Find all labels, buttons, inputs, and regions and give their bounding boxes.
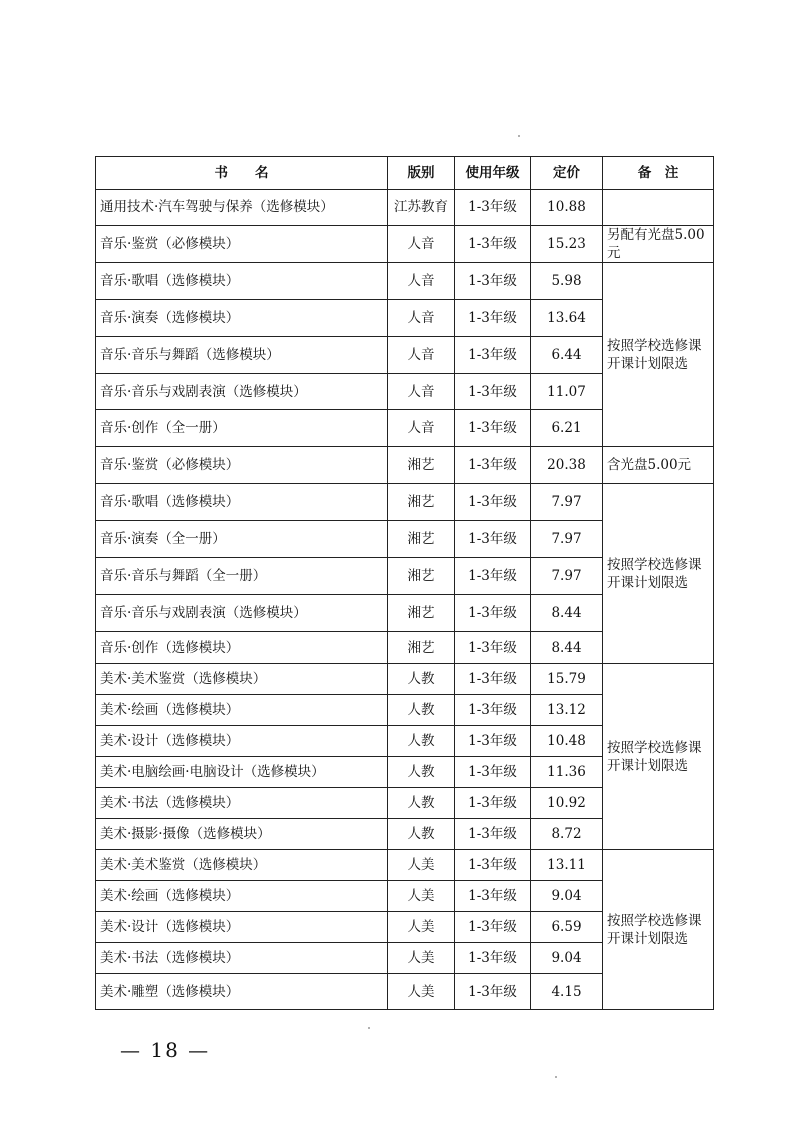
publisher-cell: 人教	[388, 788, 455, 819]
grade-cell: 1-3年级	[455, 226, 531, 263]
grade-cell: 1-3年级	[455, 912, 531, 943]
grade-cell: 1-3年级	[455, 788, 531, 819]
header-note: 备 注	[603, 157, 714, 190]
grade-cell: 1-3年级	[455, 521, 531, 558]
scan-speck	[555, 1076, 557, 1078]
table-row	[96, 850, 714, 881]
grade-cell: 1-3年级	[455, 337, 531, 374]
book-name-cell: 美术·书法（选修模块）	[96, 943, 388, 974]
publisher-cell: 湘艺	[388, 484, 455, 521]
book-name-cell: 美术·美术鉴赏（选修模块）	[96, 850, 388, 881]
table-row	[96, 664, 714, 695]
grade-cell: 1-3年级	[455, 943, 531, 974]
price-cell: 8.44	[531, 632, 603, 664]
grade-cell: 1-3年级	[455, 263, 531, 300]
publisher-cell: 人美	[388, 912, 455, 943]
book-name-cell: 美术·设计（选修模块）	[96, 912, 388, 943]
book-name-cell: 音乐·鉴赏（必修模块）	[96, 226, 388, 263]
table-row	[96, 263, 714, 300]
publisher-cell: 人教	[388, 819, 455, 850]
price-cell: 15.23	[531, 226, 603, 263]
publisher-cell: 湘艺	[388, 521, 455, 558]
grade-cell: 1-3年级	[455, 374, 531, 410]
table-header-row	[96, 157, 714, 190]
table-row	[96, 484, 714, 521]
publisher-cell: 湘艺	[388, 595, 455, 632]
price-cell: 8.72	[531, 819, 603, 850]
header-publisher: 版别	[388, 157, 455, 190]
publisher-cell: 人美	[388, 974, 455, 1010]
grade-cell: 1-3年级	[455, 850, 531, 881]
price-cell: 13.11	[531, 850, 603, 881]
publisher-cell: 人美	[388, 850, 455, 881]
grade-cell: 1-3年级	[455, 484, 531, 521]
grade-cell: 1-3年级	[455, 300, 531, 337]
note-cell: 按照学校选修课开课计划限选	[603, 263, 714, 447]
price-cell: 6.59	[531, 912, 603, 943]
grade-cell: 1-3年级	[455, 974, 531, 1010]
book-name-cell: 美术·雕塑（选修模块）	[96, 974, 388, 1010]
publisher-cell: 湘艺	[388, 632, 455, 664]
note-cell: 按照学校选修课开课计划限选	[603, 664, 714, 850]
price-cell: 6.21	[531, 410, 603, 447]
book-name-cell: 美术·设计（选修模块）	[96, 726, 388, 757]
price-cell: 9.04	[531, 943, 603, 974]
publisher-cell: 人音	[388, 300, 455, 337]
scan-speck	[368, 1027, 370, 1029]
price-cell: 10.48	[531, 726, 603, 757]
note-cell: 按照学校选修课开课计划限选	[603, 484, 714, 664]
price-cell: 4.15	[531, 974, 603, 1010]
publisher-cell: 人音	[388, 337, 455, 374]
publisher-cell: 人音	[388, 374, 455, 410]
grade-cell: 1-3年级	[455, 447, 531, 484]
note-cell: 按照学校选修课开课计划限选	[603, 850, 714, 1010]
table-row	[96, 190, 714, 226]
price-cell: 6.44	[531, 337, 603, 374]
header-book-name: 书 名	[96, 157, 388, 190]
price-cell: 7.97	[531, 558, 603, 595]
publisher-cell: 人美	[388, 943, 455, 974]
grade-cell: 1-3年级	[455, 819, 531, 850]
book-name-cell: 美术·美术鉴赏（选修模块）	[96, 664, 388, 695]
book-name-cell: 美术·绘画（选修模块）	[96, 881, 388, 912]
book-name-cell: 音乐·音乐与戏剧表演（选修模块）	[96, 374, 388, 410]
book-name-cell: 通用技术·汽车驾驶与保养（选修模块）	[96, 190, 388, 226]
book-name-cell: 美术·电脑绘画·电脑设计（选修模块）	[96, 757, 388, 788]
publisher-cell: 人教	[388, 664, 455, 695]
grade-cell: 1-3年级	[455, 558, 531, 595]
grade-cell: 1-3年级	[455, 726, 531, 757]
price-cell: 9.04	[531, 881, 603, 912]
book-name-cell: 美术·绘画（选修模块）	[96, 695, 388, 726]
book-name-cell: 音乐·创作（选修模块）	[96, 632, 388, 664]
price-cell: 10.92	[531, 788, 603, 819]
note-cell	[603, 190, 714, 226]
book-name-cell: 美术·摄影·摄像（选修模块）	[96, 819, 388, 850]
book-name-cell: 音乐·音乐与舞蹈（选修模块）	[96, 337, 388, 374]
book-name-cell: 音乐·鉴赏（必修模块）	[96, 447, 388, 484]
price-cell: 10.88	[531, 190, 603, 226]
table-row	[96, 226, 714, 263]
price-cell: 11.36	[531, 757, 603, 788]
note-cell: 另配有光盘5.00元	[603, 226, 714, 263]
note-cell: 含光盘5.00元	[603, 447, 714, 484]
scan-speck	[518, 135, 520, 137]
publisher-cell: 人音	[388, 410, 455, 447]
price-cell: 15.79	[531, 664, 603, 695]
publisher-cell: 人教	[388, 726, 455, 757]
price-cell: 13.12	[531, 695, 603, 726]
grade-cell: 1-3年级	[455, 190, 531, 226]
book-name-cell: 美术·书法（选修模块）	[96, 788, 388, 819]
book-name-cell: 音乐·歌唱（选修模块）	[96, 263, 388, 300]
header-grade: 使用年级	[455, 157, 531, 190]
book-name-cell: 音乐·音乐与戏剧表演（选修模块）	[96, 595, 388, 632]
price-cell: 11.07	[531, 374, 603, 410]
grade-cell: 1-3年级	[455, 595, 531, 632]
textbook-table	[95, 156, 714, 1010]
grade-cell: 1-3年级	[455, 881, 531, 912]
publisher-cell: 人音	[388, 263, 455, 300]
price-cell: 13.64	[531, 300, 603, 337]
publisher-cell: 人教	[388, 695, 455, 726]
book-name-cell: 音乐·歌唱（选修模块）	[96, 484, 388, 521]
price-cell: 5.98	[531, 263, 603, 300]
publisher-cell: 湘艺	[388, 447, 455, 484]
grade-cell: 1-3年级	[455, 695, 531, 726]
book-name-cell: 音乐·创作（全一册）	[96, 410, 388, 447]
grade-cell: 1-3年级	[455, 757, 531, 788]
grade-cell: 1-3年级	[455, 664, 531, 695]
header-price: 定价	[531, 157, 603, 190]
publisher-cell: 人音	[388, 226, 455, 263]
price-cell: 7.97	[531, 521, 603, 558]
grade-cell: 1-3年级	[455, 410, 531, 447]
publisher-cell: 人美	[388, 881, 455, 912]
publisher-cell: 江苏教育	[388, 190, 455, 226]
price-cell: 20.38	[531, 447, 603, 484]
table-row	[96, 447, 714, 484]
price-cell: 8.44	[531, 595, 603, 632]
grade-cell: 1-3年级	[455, 632, 531, 664]
page-number: — 18 —	[120, 1038, 211, 1062]
book-name-cell: 音乐·音乐与舞蹈（全一册）	[96, 558, 388, 595]
book-name-cell: 音乐·演奏（全一册）	[96, 521, 388, 558]
publisher-cell: 人教	[388, 757, 455, 788]
publisher-cell: 湘艺	[388, 558, 455, 595]
price-cell: 7.97	[531, 484, 603, 521]
book-name-cell: 音乐·演奏（选修模块）	[96, 300, 388, 337]
